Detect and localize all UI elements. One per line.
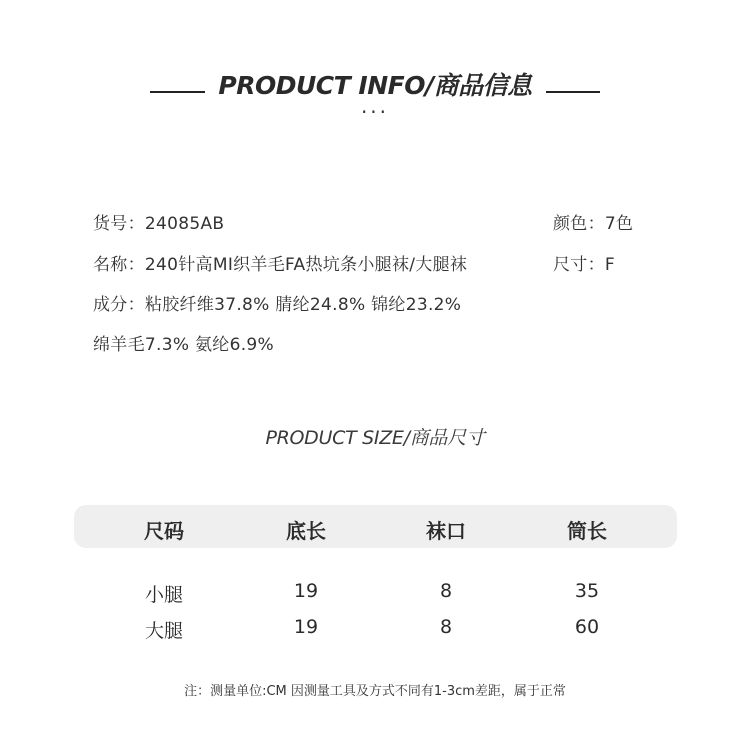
row-2-tube-length: 60 bbox=[574, 616, 600, 638]
size-table-header bbox=[74, 505, 677, 548]
header-bottom-length: 底长 bbox=[286, 519, 326, 543]
composition-line-1: 成分：粘胶纤维37.8% 腈纶24.8% 锦纶23.2% bbox=[93, 295, 462, 315]
product-name: 名称：240针高MI织羊毛FA热坑条小腿袜/大腿袜 bbox=[93, 255, 468, 275]
page-title: PRODUCT INFO/商品信息 bbox=[218, 71, 532, 100]
color-count: 颜色：7色 bbox=[553, 214, 634, 234]
row-1-tube-length: 35 bbox=[574, 580, 600, 602]
row-1-size: 小腿 bbox=[144, 584, 183, 606]
title-divider-right bbox=[546, 91, 600, 93]
header-size-code: 尺码 bbox=[144, 519, 184, 543]
row-2-size: 大腿 bbox=[144, 620, 183, 642]
measurement-note: 注：测量单位:CM 因测量工具及方式不同有1-3cm差距，属于正常 bbox=[184, 684, 566, 699]
composition-line-2: 绵羊毛7.3% 氨纶6.9% bbox=[93, 335, 274, 355]
row-1-cuff: 8 bbox=[439, 580, 453, 602]
size-section-title: PRODUCT SIZE/商品尺寸 bbox=[265, 427, 485, 449]
row-2-bottom-length: 19 bbox=[293, 616, 319, 638]
product-size: 尺寸：F bbox=[553, 255, 615, 275]
header-cuff: 袜口 bbox=[426, 519, 466, 543]
item-number: 货号：24085AB bbox=[93, 214, 225, 234]
row-1-bottom-length: 19 bbox=[293, 580, 319, 602]
header-tube-length: 筒长 bbox=[567, 519, 607, 543]
row-2-cuff: 8 bbox=[439, 616, 453, 638]
decorative-dots: ··· bbox=[360, 100, 390, 124]
title-divider-left bbox=[150, 91, 205, 93]
